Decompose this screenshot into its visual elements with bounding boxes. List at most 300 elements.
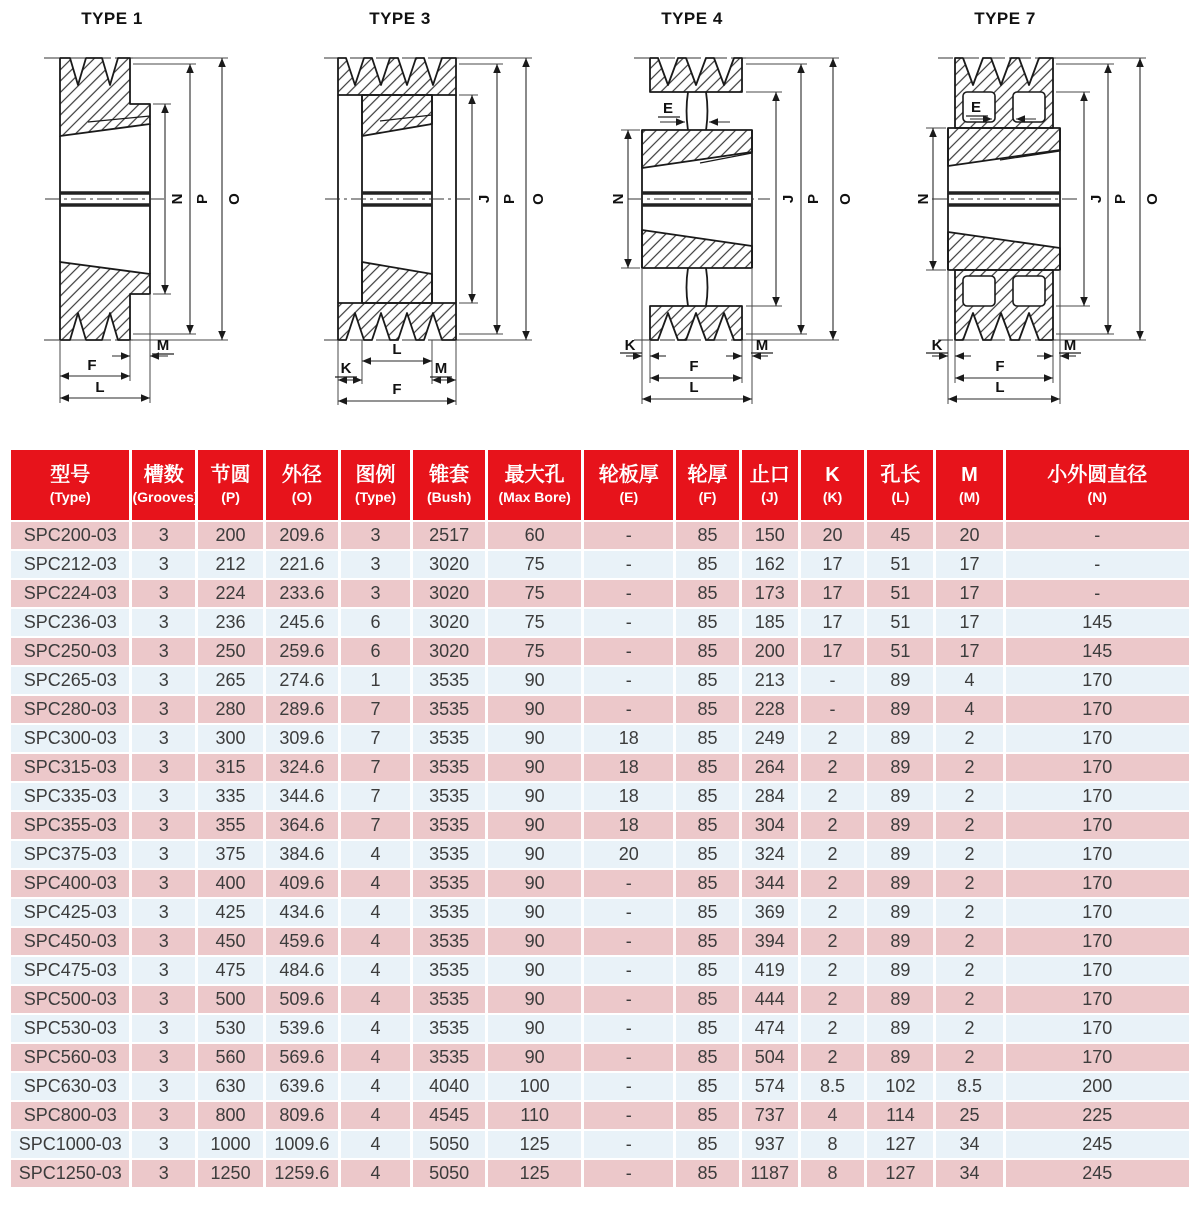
table-row [11,1102,1189,1129]
table-cell: 85 [676,957,739,984]
table-row [11,899,1189,926]
table-cell: 89 [867,957,933,984]
dim-label-f: F [995,358,1005,375]
table-cell: 289.6 [266,696,338,723]
table-row [11,1131,1189,1158]
table-cell: 937 [742,1131,798,1158]
table-cell: 3020 [413,609,485,636]
table-row [11,667,1189,694]
table-cell: 504 [742,1044,798,1071]
table-cell: 89 [867,899,933,926]
table-cell: 213 [742,667,798,694]
table-cell: 170 [1006,696,1189,723]
table-cell: - [584,1131,673,1158]
table-row [11,725,1189,752]
table-cell: 85 [676,754,739,781]
table-cell: - [584,1015,673,1042]
table-cell: 574 [742,1073,798,1100]
table-cell: - [1006,551,1189,578]
table-cell: 51 [867,580,933,607]
table-cell: 2 [801,1015,865,1042]
table-cell: 51 [867,609,933,636]
table-cell: 173 [742,580,798,607]
table-cell: SPC265-03 [11,667,129,694]
table-cell: 3 [132,638,195,665]
table-cell: SPC224-03 [11,580,129,607]
pulley-rim-top [650,58,742,92]
table-cell: 90 [488,957,581,984]
column-header: 小外圆直径 (N) [1006,450,1189,520]
table-cell: 85 [676,522,739,549]
table-cell: 245 [1006,1160,1189,1187]
table-cell: 324.6 [266,754,338,781]
dim-label-p: P [501,193,518,205]
table-cell: 450 [198,928,263,955]
rim-window [963,276,995,306]
table-cell: 249 [742,725,798,752]
table-cell: - [584,870,673,897]
table-cell: 3535 [413,725,485,752]
table-cell: 17 [936,609,1002,636]
table-row [11,928,1189,955]
table-cell: - [584,522,673,549]
table-cell: - [584,986,673,1013]
table-cell: 3 [341,580,410,607]
table-cell: 170 [1006,783,1189,810]
table-cell: 3 [132,928,195,955]
table-cell: 209.6 [266,522,338,549]
table-cell: 85 [676,638,739,665]
table-cell: 3535 [413,870,485,897]
technical-drawings [0,0,1200,448]
table-cell: 4 [341,1102,410,1129]
table-cell: - [584,1073,673,1100]
rim-window [1013,276,1045,306]
diagram-title: TYPE 3 [369,9,431,28]
table-cell: 3535 [413,812,485,839]
dim-label-l: L [995,379,1005,396]
table-cell: 1259.6 [266,1160,338,1187]
dim-label-l: L [392,341,402,358]
table-cell: 7 [341,725,410,752]
table-cell: 3535 [413,957,485,984]
diagram-title: TYPE 1 [81,9,143,28]
table-row [11,638,1189,665]
table-cell: 8 [801,1131,865,1158]
table-row [11,783,1189,810]
diagram-type4 [600,0,900,448]
table-cell: 4 [341,870,410,897]
dim-label-e: E [970,99,982,116]
table-cell: 200 [1006,1073,1189,1100]
hub-top [948,128,1060,166]
spec-table-section [0,448,1200,1195]
table-cell: 309.6 [266,725,338,752]
dim-label-j: J [1088,194,1105,204]
table-cell: 2 [801,725,865,752]
column-header: 孔长 (L) [867,450,933,520]
table-cell: 4 [341,957,410,984]
column-header: 轮板厚 (E) [584,450,673,520]
table-row [11,1073,1189,1100]
table-cell: 100 [488,1073,581,1100]
table-cell: 170 [1006,986,1189,1013]
table-cell: SPC560-03 [11,1044,129,1071]
table-cell: 34 [936,1131,1002,1158]
table-cell: - [801,667,865,694]
table-cell: 170 [1006,754,1189,781]
table-cell: 170 [1006,1044,1189,1071]
table-cell: 2 [936,986,1002,1013]
table-cell: 212 [198,551,263,578]
table-cell: 3 [132,522,195,549]
table-cell: - [584,551,673,578]
table-row [11,1015,1189,1042]
table-cell: 4 [341,986,410,1013]
table-cell: 233.6 [266,580,338,607]
table-cell: 245 [1006,1131,1189,1158]
table-cell: 2 [936,754,1002,781]
table-cell: 364.6 [266,812,338,839]
table-cell: 2 [801,812,865,839]
hub-bottom [362,262,432,303]
table-cell: 85 [676,609,739,636]
table-cell: 3 [132,899,195,926]
table-cell: 1000 [198,1131,263,1158]
table-cell: 2 [801,899,865,926]
table-cell: 4 [341,1073,410,1100]
column-header: 外径 (O) [266,450,338,520]
table-cell: 3535 [413,841,485,868]
table-cell: 20 [936,522,1002,549]
table-cell: 17 [936,638,1002,665]
table-cell: 89 [867,783,933,810]
table-cell: 89 [867,986,933,1013]
table-cell: 85 [676,870,739,897]
table-cell: 89 [867,696,933,723]
table-cell: 185 [742,609,798,636]
table-row [11,609,1189,636]
dim-label-n: N [169,193,186,205]
table-cell: 335 [198,783,263,810]
table-cell: 375 [198,841,263,868]
table-cell: 89 [867,841,933,868]
table-cell: 17 [801,638,865,665]
table-cell: 34 [936,1160,1002,1187]
table-cell: 3535 [413,696,485,723]
table-cell: 170 [1006,928,1189,955]
table-cell: 89 [867,667,933,694]
table-cell: 145 [1006,609,1189,636]
table-cell: 344.6 [266,783,338,810]
table-cell: SPC236-03 [11,609,129,636]
table-cell: 17 [801,609,865,636]
column-header: 型号 (Type) [11,450,129,520]
table-cell: 3535 [413,783,485,810]
table-row [11,696,1189,723]
table-cell: 90 [488,899,581,926]
table-cell: 236 [198,609,263,636]
table-cell: 7 [341,754,410,781]
web-top [687,92,708,130]
table-cell: SPC1000-03 [11,1131,129,1158]
table-cell: 630 [198,1073,263,1100]
table-cell: 2 [801,783,865,810]
diagram-title: TYPE 7 [974,9,1036,28]
table-cell: - [584,1102,673,1129]
diagram-type1 [0,0,300,448]
dim-label-l: L [95,379,105,396]
table-cell: 25 [936,1102,1002,1129]
table-cell: 228 [742,696,798,723]
table-cell: 2 [936,1015,1002,1042]
table-cell: 75 [488,580,581,607]
table-cell: 569.6 [266,1044,338,1071]
table-row [11,986,1189,1013]
table-cell: 3 [341,522,410,549]
table-cell: 3 [132,580,195,607]
table-cell: 170 [1006,841,1189,868]
table-cell: SPC450-03 [11,928,129,955]
table-cell: 2 [801,957,865,984]
pulley-rim-bottom [338,303,456,340]
dim-label-f: F [392,381,402,398]
table-cell: 280 [198,696,263,723]
table-cell: 4 [341,1160,410,1187]
table-cell: 3535 [413,667,485,694]
table-cell: 170 [1006,667,1189,694]
table-cell: SPC1250-03 [11,1160,129,1187]
table-cell: 3535 [413,754,485,781]
table-cell: SPC800-03 [11,1102,129,1129]
table-cell: 90 [488,870,581,897]
table-row [11,1044,1189,1071]
pulley-rim-bottom [650,306,742,340]
column-header: 止口 (J) [742,450,798,520]
dim-label-n: N [610,193,627,205]
table-cell: 224 [198,580,263,607]
dim-label-o: O [226,193,243,205]
table-cell: 90 [488,986,581,1013]
table-cell: SPC530-03 [11,1015,129,1042]
table-cell: 1250 [198,1160,263,1187]
column-header: 轮厚 (F) [676,450,739,520]
table-cell: 7 [341,696,410,723]
table-cell: 200 [198,522,263,549]
table-cell: 259.6 [266,638,338,665]
table-cell: 89 [867,725,933,752]
table-cell: SPC250-03 [11,638,129,665]
table-cell: - [584,1044,673,1071]
diagram-title: TYPE 4 [661,9,723,28]
dim-label-f: F [689,358,699,375]
table-cell: SPC500-03 [11,986,129,1013]
table-cell: 60 [488,522,581,549]
table-cell: - [584,696,673,723]
table-cell: 18 [584,725,673,752]
table-cell: 8 [801,1160,865,1187]
table-cell: 85 [676,812,739,839]
table-cell: 475 [198,957,263,984]
dim-label-k: K [624,337,636,354]
table-cell: 85 [676,1015,739,1042]
table-cell: 2 [801,986,865,1013]
table-cell: - [584,1160,673,1187]
rim-window [1013,92,1045,122]
table-cell: - [584,957,673,984]
table-cell: 89 [867,812,933,839]
table-cell: 170 [1006,1015,1189,1042]
column-header: 节圆 (P) [198,450,263,520]
table-cell: 7 [341,812,410,839]
dim-label-e: E [662,100,674,117]
table-cell: 89 [867,928,933,955]
table-cell: 4 [341,1131,410,1158]
table-cell: 3535 [413,928,485,955]
table-cell: 90 [488,667,581,694]
table-cell: 17 [801,551,865,578]
table-cell: SPC375-03 [11,841,129,868]
spec-table [8,448,1192,1189]
table-cell: 4 [801,1102,865,1129]
dim-label-n: N [915,193,932,205]
table-cell: 85 [676,725,739,752]
dim-label-l: L [689,379,699,396]
table-cell: 4 [341,1015,410,1042]
table-cell: 394 [742,928,798,955]
table-cell: 560 [198,1044,263,1071]
diagram-type7 [900,0,1200,448]
table-cell: 2 [801,754,865,781]
column-header: 槽数 (Grooves) [132,450,195,520]
table-row [11,841,1189,868]
table-cell: 3 [132,1044,195,1071]
table-cell: 150 [742,522,798,549]
table-cell: 85 [676,696,739,723]
table-body [11,522,1189,1187]
table-cell: 434.6 [266,899,338,926]
table-cell: 127 [867,1131,933,1158]
table-cell: 2 [801,928,865,955]
dim-label-j: J [476,194,493,204]
table-cell: 145 [1006,638,1189,665]
table-cell: 20 [584,841,673,868]
table-cell: 85 [676,783,739,810]
table-cell: 3 [132,696,195,723]
table-cell: 2 [801,870,865,897]
table-cell: 274.6 [266,667,338,694]
dim-label-p: P [805,193,822,205]
table-cell: 3020 [413,580,485,607]
table-cell: - [584,899,673,926]
table-cell: 3 [132,812,195,839]
table-row [11,870,1189,897]
table-cell: SPC300-03 [11,725,129,752]
table-row [11,551,1189,578]
table-cell: 200 [742,638,798,665]
column-header: M (M) [936,450,1002,520]
hub-bottom [642,230,752,268]
table-cell: 2517 [413,522,485,549]
table-cell: 90 [488,841,581,868]
table-cell: 737 [742,1102,798,1129]
table-cell: 3535 [413,1044,485,1071]
table-cell: 3 [132,1015,195,1042]
table-cell: 75 [488,609,581,636]
table-cell: 3020 [413,638,485,665]
table-cell: 400 [198,870,263,897]
table-cell: 4 [936,667,1002,694]
table-cell: 3 [132,841,195,868]
table-cell: 355 [198,812,263,839]
table-cell: - [801,696,865,723]
table-cell: 20 [801,522,865,549]
pulley-rim-top [60,58,150,136]
table-cell: 3 [132,754,195,781]
table-cell: 221.6 [266,551,338,578]
table-cell: 170 [1006,870,1189,897]
table-cell: 170 [1006,725,1189,752]
table-cell: 90 [488,696,581,723]
table-cell: 90 [488,1015,581,1042]
table-cell: 509.6 [266,986,338,1013]
table-cell: 18 [584,783,673,810]
table-cell: 284 [742,783,798,810]
table-cell: 304 [742,812,798,839]
table-cell: 384.6 [266,841,338,868]
table-cell: SPC355-03 [11,812,129,839]
table-cell: 809.6 [266,1102,338,1129]
table-cell: 85 [676,841,739,868]
table-cell: 3 [132,1102,195,1129]
table-cell: 459.6 [266,928,338,955]
table-cell: 170 [1006,812,1189,839]
table-cell: 89 [867,1044,933,1071]
dim-label-o: O [1144,193,1161,205]
dim-label-o: O [530,193,547,205]
table-row [11,754,1189,781]
table-cell: 2 [801,1044,865,1071]
table-cell: 315 [198,754,263,781]
table-cell: 4 [341,928,410,955]
table-cell: 8.5 [936,1073,1002,1100]
table-cell: 250 [198,638,263,665]
table-cell: 90 [488,1044,581,1071]
table-cell: 4040 [413,1073,485,1100]
table-cell: 2 [936,783,1002,810]
table-cell: 639.6 [266,1073,338,1100]
table-cell: 51 [867,638,933,665]
table-cell: 2 [936,957,1002,984]
table-cell: 324 [742,841,798,868]
table-cell: SPC400-03 [11,870,129,897]
column-header: 最大孔 (Max Bore) [488,450,581,520]
table-cell: 110 [488,1102,581,1129]
table-row [11,957,1189,984]
table-cell: SPC425-03 [11,899,129,926]
table-cell: 85 [676,986,739,1013]
table-cell: 425 [198,899,263,926]
table-cell: 409.6 [266,870,338,897]
table-cell: SPC630-03 [11,1073,129,1100]
table-cell: 125 [488,1131,581,1158]
table-cell: 85 [676,928,739,955]
diagram-type3 [300,0,600,448]
dim-label-m: M [1063,337,1077,354]
table-cell: - [584,667,673,694]
table-cell: 2 [936,899,1002,926]
table-cell: 4 [936,696,1002,723]
